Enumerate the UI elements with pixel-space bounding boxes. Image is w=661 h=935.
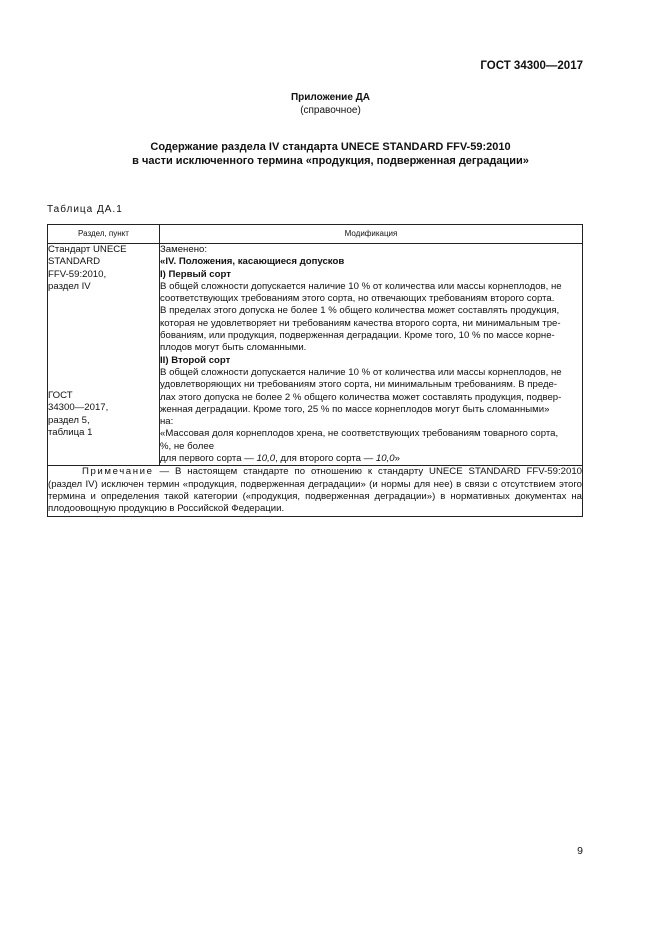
table-row bbox=[48, 244, 583, 466]
text-line: «Массовая доля корнеплодов хрена, не соответствующих требованиям товарного сорта, bbox=[160, 428, 559, 440]
reference-line: 34300—2017, bbox=[48, 402, 109, 414]
section-title bbox=[40, 140, 621, 168]
second-grade-value: 10,0 bbox=[375, 453, 395, 465]
grade-values-line bbox=[160, 453, 582, 465]
reference-line: раздел IV bbox=[48, 280, 91, 292]
text-line: В общей сложности допускается наличие 10 % от количества или массы корнеплодов, не bbox=[160, 280, 562, 292]
text-line: удовлетворяющих ни требованиям этого сорта, ни минимальным требованиям. В преде- bbox=[160, 379, 558, 391]
replaced-label: Заменено: bbox=[160, 244, 207, 255]
annex-subtitle: (справочное) bbox=[300, 105, 361, 116]
note-dash: — bbox=[153, 466, 175, 478]
table-header-row bbox=[48, 225, 583, 244]
text-line: В общей сложности допускается наличие 10 % от количества или массы корнеплодов, не bbox=[160, 366, 562, 378]
annex-title: Приложение ДА bbox=[290, 92, 371, 103]
column-header-section: Раздел, пункт bbox=[48, 225, 160, 244]
reference-line: таблица 1 bbox=[48, 427, 93, 439]
reference-line: STANDARD bbox=[48, 256, 101, 268]
grades-middle: , для второго сорта — bbox=[275, 453, 376, 465]
document-code: ГОСТ 34300—2017 bbox=[480, 60, 583, 72]
note-text: В настоящем стандарте по отношению к стандарту UNECE STANDARD FFV-59:2010 (раздел IV) исключен термин «продукция, подверженная деградации» (и нормы для нее) в связи с отсутствием этого термина и определения такой категории («продукция, подверженная деградации») в нормативных документах на плодоовощную продукцию в Российской Федерации. bbox=[48, 466, 582, 515]
grades-suffix: » bbox=[394, 453, 400, 465]
text-line: плодов могут быть сломанными. bbox=[160, 342, 307, 354]
section-reference-cell bbox=[48, 244, 160, 466]
section-title-line-2: в части исключенного термина «продукция, подверженная деградации» bbox=[132, 155, 529, 167]
reference-line: ГОСТ bbox=[48, 390, 73, 402]
reference-line: раздел 5, bbox=[48, 414, 90, 426]
modification-cell bbox=[160, 244, 583, 466]
note-label: Примечание bbox=[82, 466, 154, 478]
column-header-modification: Модификация bbox=[160, 225, 583, 244]
section-title-line-1: Содержание раздела IV стандарта UNECE STANDARD FFV-59:2010 bbox=[150, 141, 511, 153]
annex-heading bbox=[0, 91, 661, 117]
modification-table bbox=[47, 224, 583, 517]
reference-line: FFV-59:2010, bbox=[48, 268, 107, 280]
text-line: женная деградации. Кроме того, 25 % по массе корнеплодов могут быть сломанными» bbox=[160, 403, 550, 415]
text-line: которая не удовлетворяет ни требованиям качества второго сорта, ни минимальным тре- bbox=[160, 317, 561, 329]
text-line: В пределах этого допуска не более 1 % общего количества может составлять продукция, bbox=[160, 305, 560, 317]
second-grade-heading: II) Второй сорт bbox=[160, 354, 231, 366]
table-caption: Таблица ДА.1 bbox=[47, 204, 123, 215]
text-line: лах этого допуска не более 2 % общего количества может составлять продукция, подвер- bbox=[160, 391, 562, 403]
text-line: на: bbox=[160, 416, 174, 428]
grades-prefix: для первого сорта — bbox=[160, 453, 257, 465]
text-line: %, не более bbox=[160, 440, 215, 452]
reference-spacer bbox=[48, 293, 159, 390]
reference-line: Стандарт UNECE bbox=[48, 244, 127, 255]
table-note bbox=[48, 466, 583, 516]
table-note-row bbox=[48, 466, 583, 516]
page-number: 9 bbox=[577, 845, 583, 857]
tolerance-section-heading: «IV. Положения, касающиеся допусков bbox=[160, 256, 345, 268]
text-line: бованиям, или продукция, подверженная деградации. Кроме того, 10 % по массе корне- bbox=[160, 330, 555, 342]
first-grade-value: 10,0 bbox=[256, 453, 276, 465]
first-grade-heading: I) Первый сорт bbox=[160, 268, 231, 280]
text-line: соответствующих требованиям этого сорта, но отвечающих требованиям второго сорта. bbox=[160, 293, 555, 305]
